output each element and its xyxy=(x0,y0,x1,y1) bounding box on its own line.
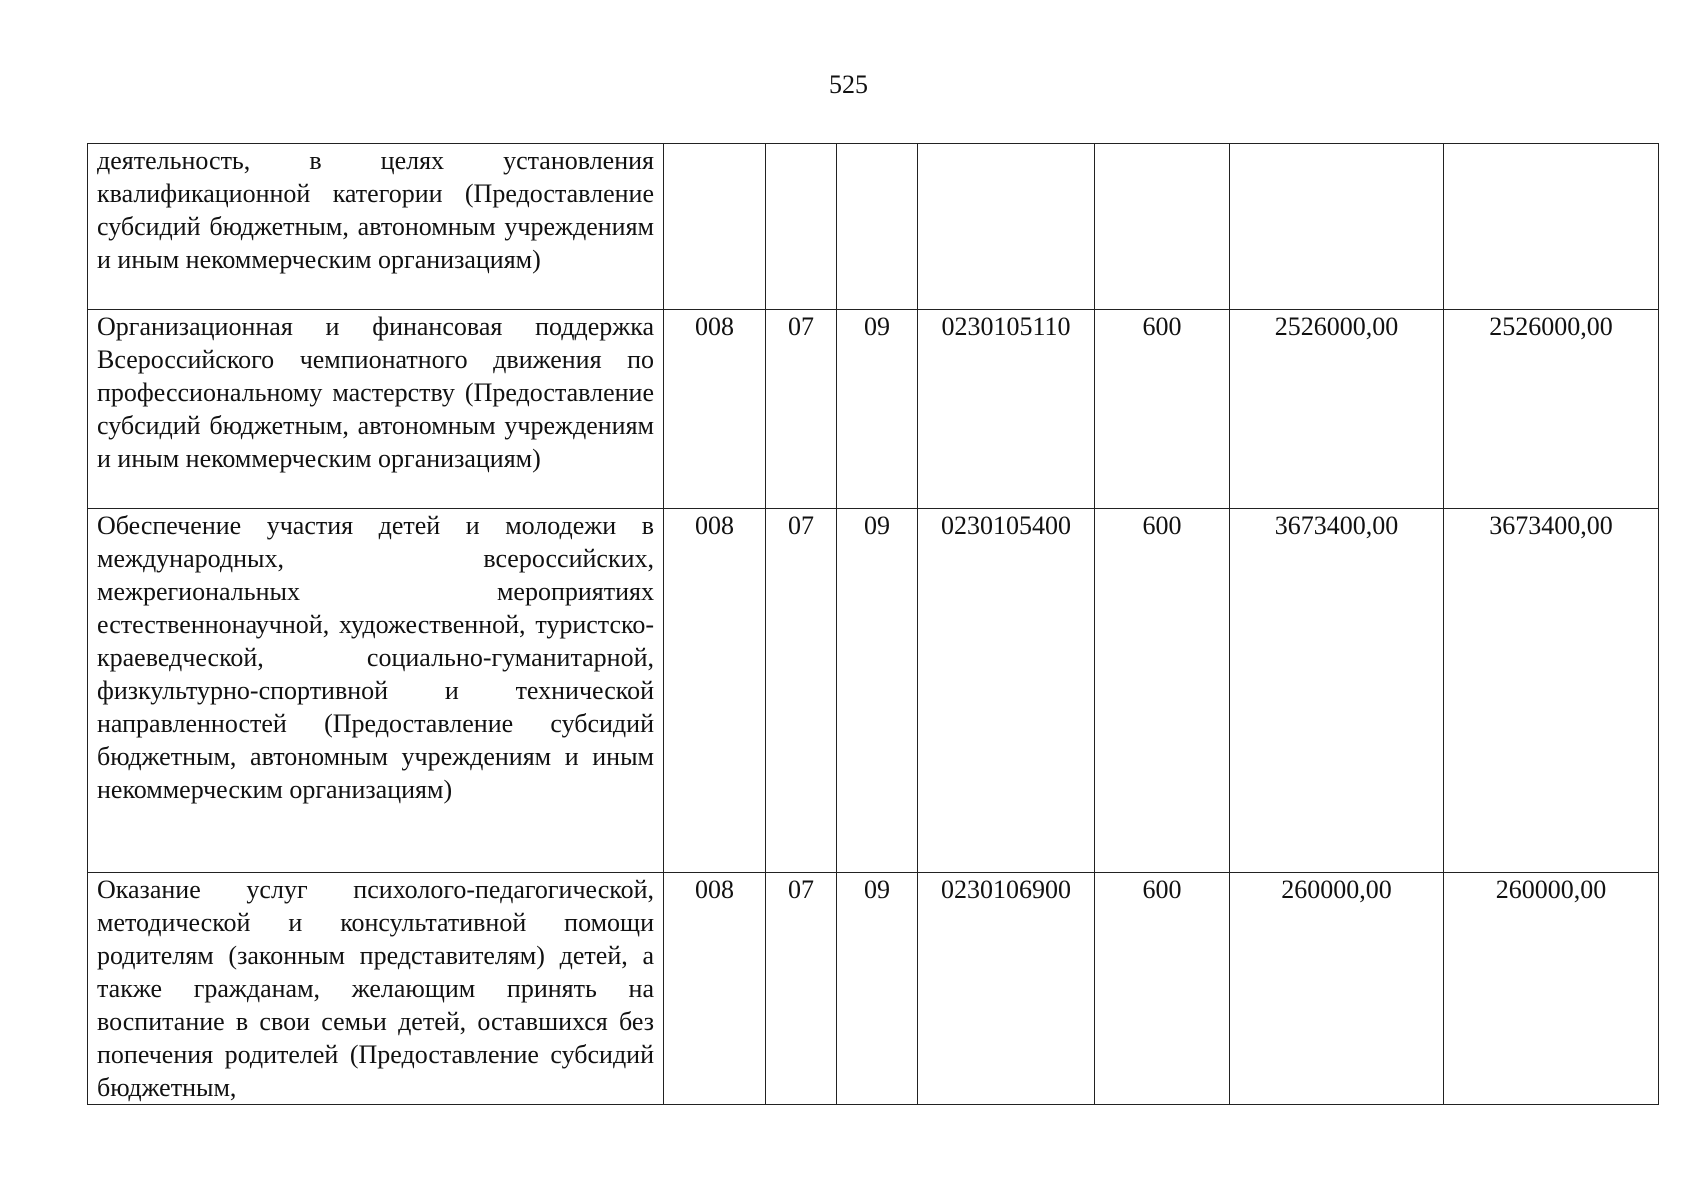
subsection-code xyxy=(837,144,918,310)
table-row xyxy=(88,144,1659,310)
amount-year-2 xyxy=(1444,144,1659,310)
subsection-code: 09 xyxy=(837,310,918,509)
expense-type-code: 600 xyxy=(1095,509,1230,873)
expense-type-code: 600 xyxy=(1095,873,1230,1105)
grbs-code: 008 xyxy=(664,509,766,873)
section-code: 07 xyxy=(766,310,837,509)
page-number: 525 xyxy=(829,70,868,99)
amount-year-2: 3673400,00 xyxy=(1444,509,1659,873)
target-article-code xyxy=(918,144,1095,310)
target-article-code: 0230105110 xyxy=(918,310,1095,509)
expense-type-code xyxy=(1095,144,1230,310)
amount-year-2: 2526000,00 xyxy=(1444,310,1659,509)
amount-year-2: 260000,00 xyxy=(1444,873,1659,1105)
row-description: Оказание услуг психолого-педагогической, методической и консультативной помощи родителям (законным представителям) детей, а также гражданам, желающим принять на воспитание в свои семьи детей, оставшихся без попечения родителей (Предоставление субсидий бюджетным, xyxy=(88,873,664,1105)
amount-year-1: 3673400,00 xyxy=(1230,509,1444,873)
section-code xyxy=(766,144,837,310)
section-code: 07 xyxy=(766,509,837,873)
table-row xyxy=(88,310,1659,509)
grbs-code: 008 xyxy=(664,310,766,509)
table-row xyxy=(88,873,1659,1105)
subsection-code: 09 xyxy=(837,873,918,1105)
amount-year-1: 260000,00 xyxy=(1230,873,1444,1105)
subsection-code: 09 xyxy=(837,509,918,873)
target-article-code: 0230106900 xyxy=(918,873,1095,1105)
budget-table xyxy=(87,143,1659,1105)
table-row xyxy=(88,509,1659,873)
grbs-code: 008 xyxy=(664,873,766,1105)
expense-type-code: 600 xyxy=(1095,310,1230,509)
amount-year-1 xyxy=(1230,144,1444,310)
row-description: Организационная и финансовая поддержка Всероссийского чемпионатного движения по профессиональному мастерству (Предоставление субсидий бюджетным, автономным учреждениям и иным некоммерческим организациям) xyxy=(88,310,664,509)
section-code: 07 xyxy=(766,873,837,1105)
row-description: деятельность, в целях установления квалификационной категории (Предоставление субсидий бюджетным, автономным учреждениям и иным некоммерческим организациям) xyxy=(88,144,664,310)
row-description: Обеспечение участия детей и молодежи в международных, всероссийских, межрегиональных мероприятиях естественнонаучной, художественной, туристско-краеведческой, социально-гуманитарной, физкультурно-спортивной и технической направленностей (Предоставление субсидий бюджетным, автономным учреждениям и иным некоммерческим организациям) xyxy=(88,509,664,873)
amount-year-1: 2526000,00 xyxy=(1230,310,1444,509)
target-article-code: 0230105400 xyxy=(918,509,1095,873)
grbs-code xyxy=(664,144,766,310)
